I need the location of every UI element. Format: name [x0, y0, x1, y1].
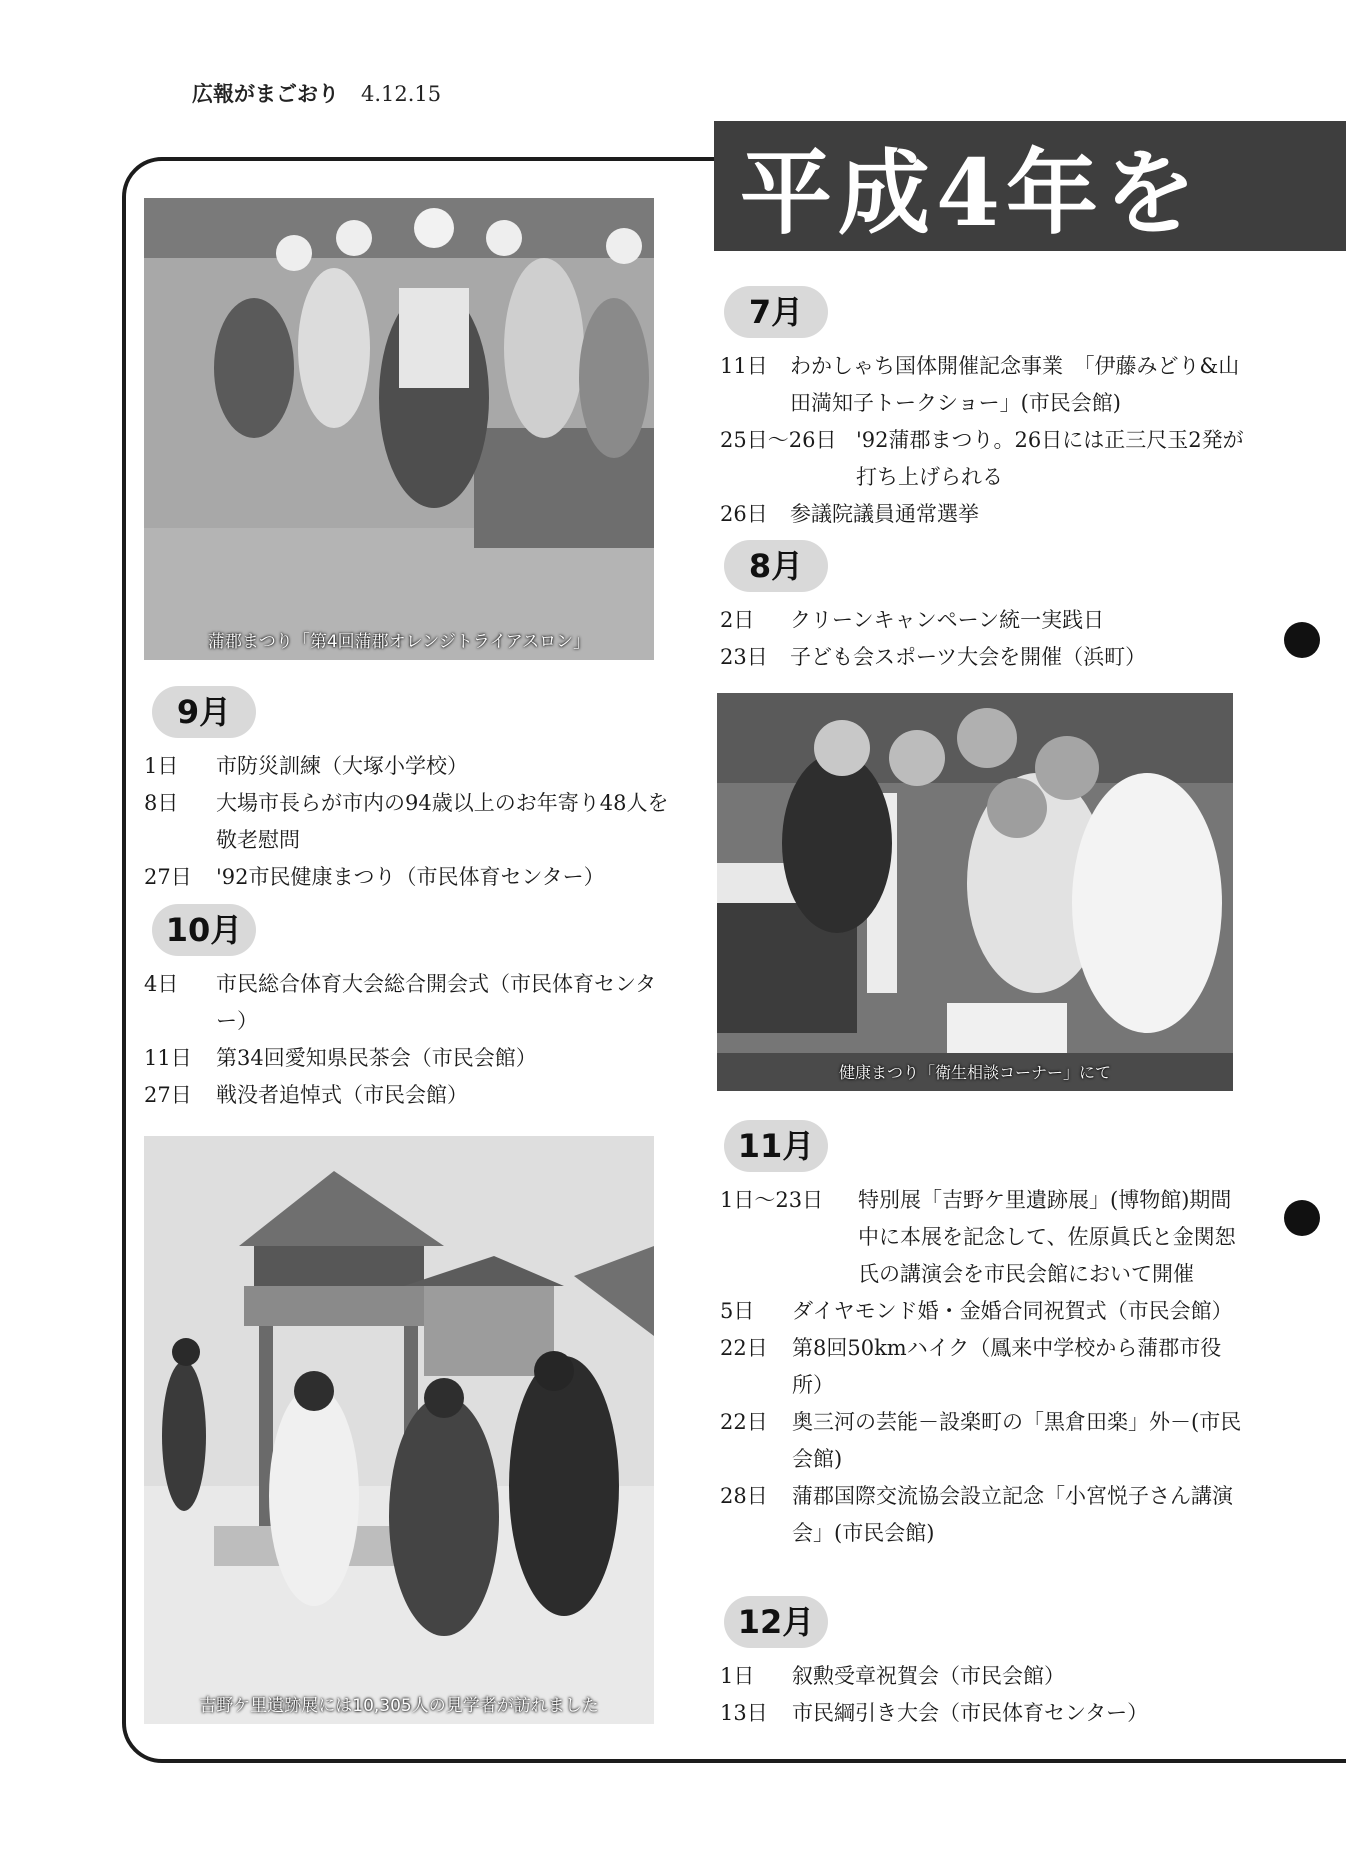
list-item: 23日 子ども会スポーツ大会を開催（浜町）: [720, 645, 1147, 669]
title-banner: [714, 121, 1346, 251]
binding-hole-bottom: [1284, 1200, 1320, 1236]
list-item: 25日～26日 '92蒲郡まつり。26日には正三尺玉2発が打ち上げられる: [720, 428, 1244, 489]
list-item: 11日 わかしゃち国体開催記念事業 「伊藤みどり&山田満知子トークショー」(市民会館): [720, 354, 1240, 415]
binding-hole-top: [1284, 622, 1320, 658]
events-august: [720, 602, 1250, 676]
triathlon-photo-image: [144, 198, 654, 660]
month-badge-december: 12月: [724, 1596, 828, 1648]
health-photo: [717, 693, 1233, 1091]
list-item: 2日 クリーンキャンペーン統一実践日: [720, 608, 1105, 632]
list-item: 1日～23日 特別展「吉野ケ里遺跡展」(博物館)期間中に本展を記念して、佐原眞氏と金関恕氏の講演会を市民会館において開催: [720, 1188, 1236, 1286]
month-badge-august: 8月: [724, 540, 828, 592]
page-header: [192, 78, 441, 108]
yoshinogari-caption: 吉野ケ里遺跡展には10,305人の見学者が訪れました: [199, 1696, 599, 1716]
events-september: [144, 748, 674, 896]
list-item: 27日 戦没者追悼式（市民会館）: [144, 1083, 468, 1107]
list-item: 27日 '92市民健康まつり（市民体育センター）: [144, 865, 605, 889]
events-october: [144, 966, 674, 1114]
list-item: 1日 市防災訓練（大塚小学校）: [144, 754, 468, 778]
list-item: 1日 叙勲受章祝賀会（市民会館）: [720, 1664, 1065, 1688]
list-item: 13日 市民綱引き大会（市民体育センター）: [720, 1701, 1149, 1725]
list-item: 11日 第34回愛知県民茶会（市民会館）: [144, 1046, 537, 1070]
list-item: 5日 ダイヤモンド婚・金婚合同祝賀式（市民会館）: [720, 1299, 1233, 1323]
list-item: 8日 大場市長らが市内の94歳以上のお年寄り48人を敬老慰問: [144, 791, 669, 852]
list-item: 22日 第8回50kmハイク（鳳来中学校から蒲郡市役所）: [720, 1336, 1222, 1397]
month-badge-july: 7月: [724, 286, 828, 338]
month-badge-october: 10月: [152, 904, 256, 956]
list-item: 28日 蒲郡国際交流協会設立記念「小宮悦子さん講演会」(市民会館): [720, 1484, 1233, 1545]
yoshinogari-photo-image: [144, 1136, 654, 1724]
health-photo-image: [717, 693, 1233, 1091]
page-title: 平成4年を: [740, 139, 1203, 247]
triathlon-caption: 蒲郡まつり「第4回蒲郡オレンジトライアスロン」: [207, 632, 591, 652]
events-july: [720, 348, 1250, 533]
health-caption: 健康まつり「衛生相談コーナー」にて: [838, 1063, 1111, 1082]
publication-name: 広報がまごおり: [192, 82, 339, 106]
events-november: [720, 1182, 1250, 1552]
month-badge-november: 11月: [724, 1120, 828, 1172]
list-item: 22日 奥三河の芸能－設楽町の「黒倉田楽」外－(市民会館): [720, 1410, 1242, 1471]
events-december: [720, 1658, 1250, 1732]
list-item: 4日 市民総合体育大会総合開会式（市民体育センター）: [144, 972, 657, 1033]
issue-date: 4.12.15: [361, 82, 442, 106]
yoshinogari-photo: [144, 1136, 654, 1724]
month-badge-september: 9月: [152, 686, 256, 738]
list-item: 26日 参議院議員通常選挙: [720, 502, 979, 526]
triathlon-photo: [144, 198, 654, 660]
